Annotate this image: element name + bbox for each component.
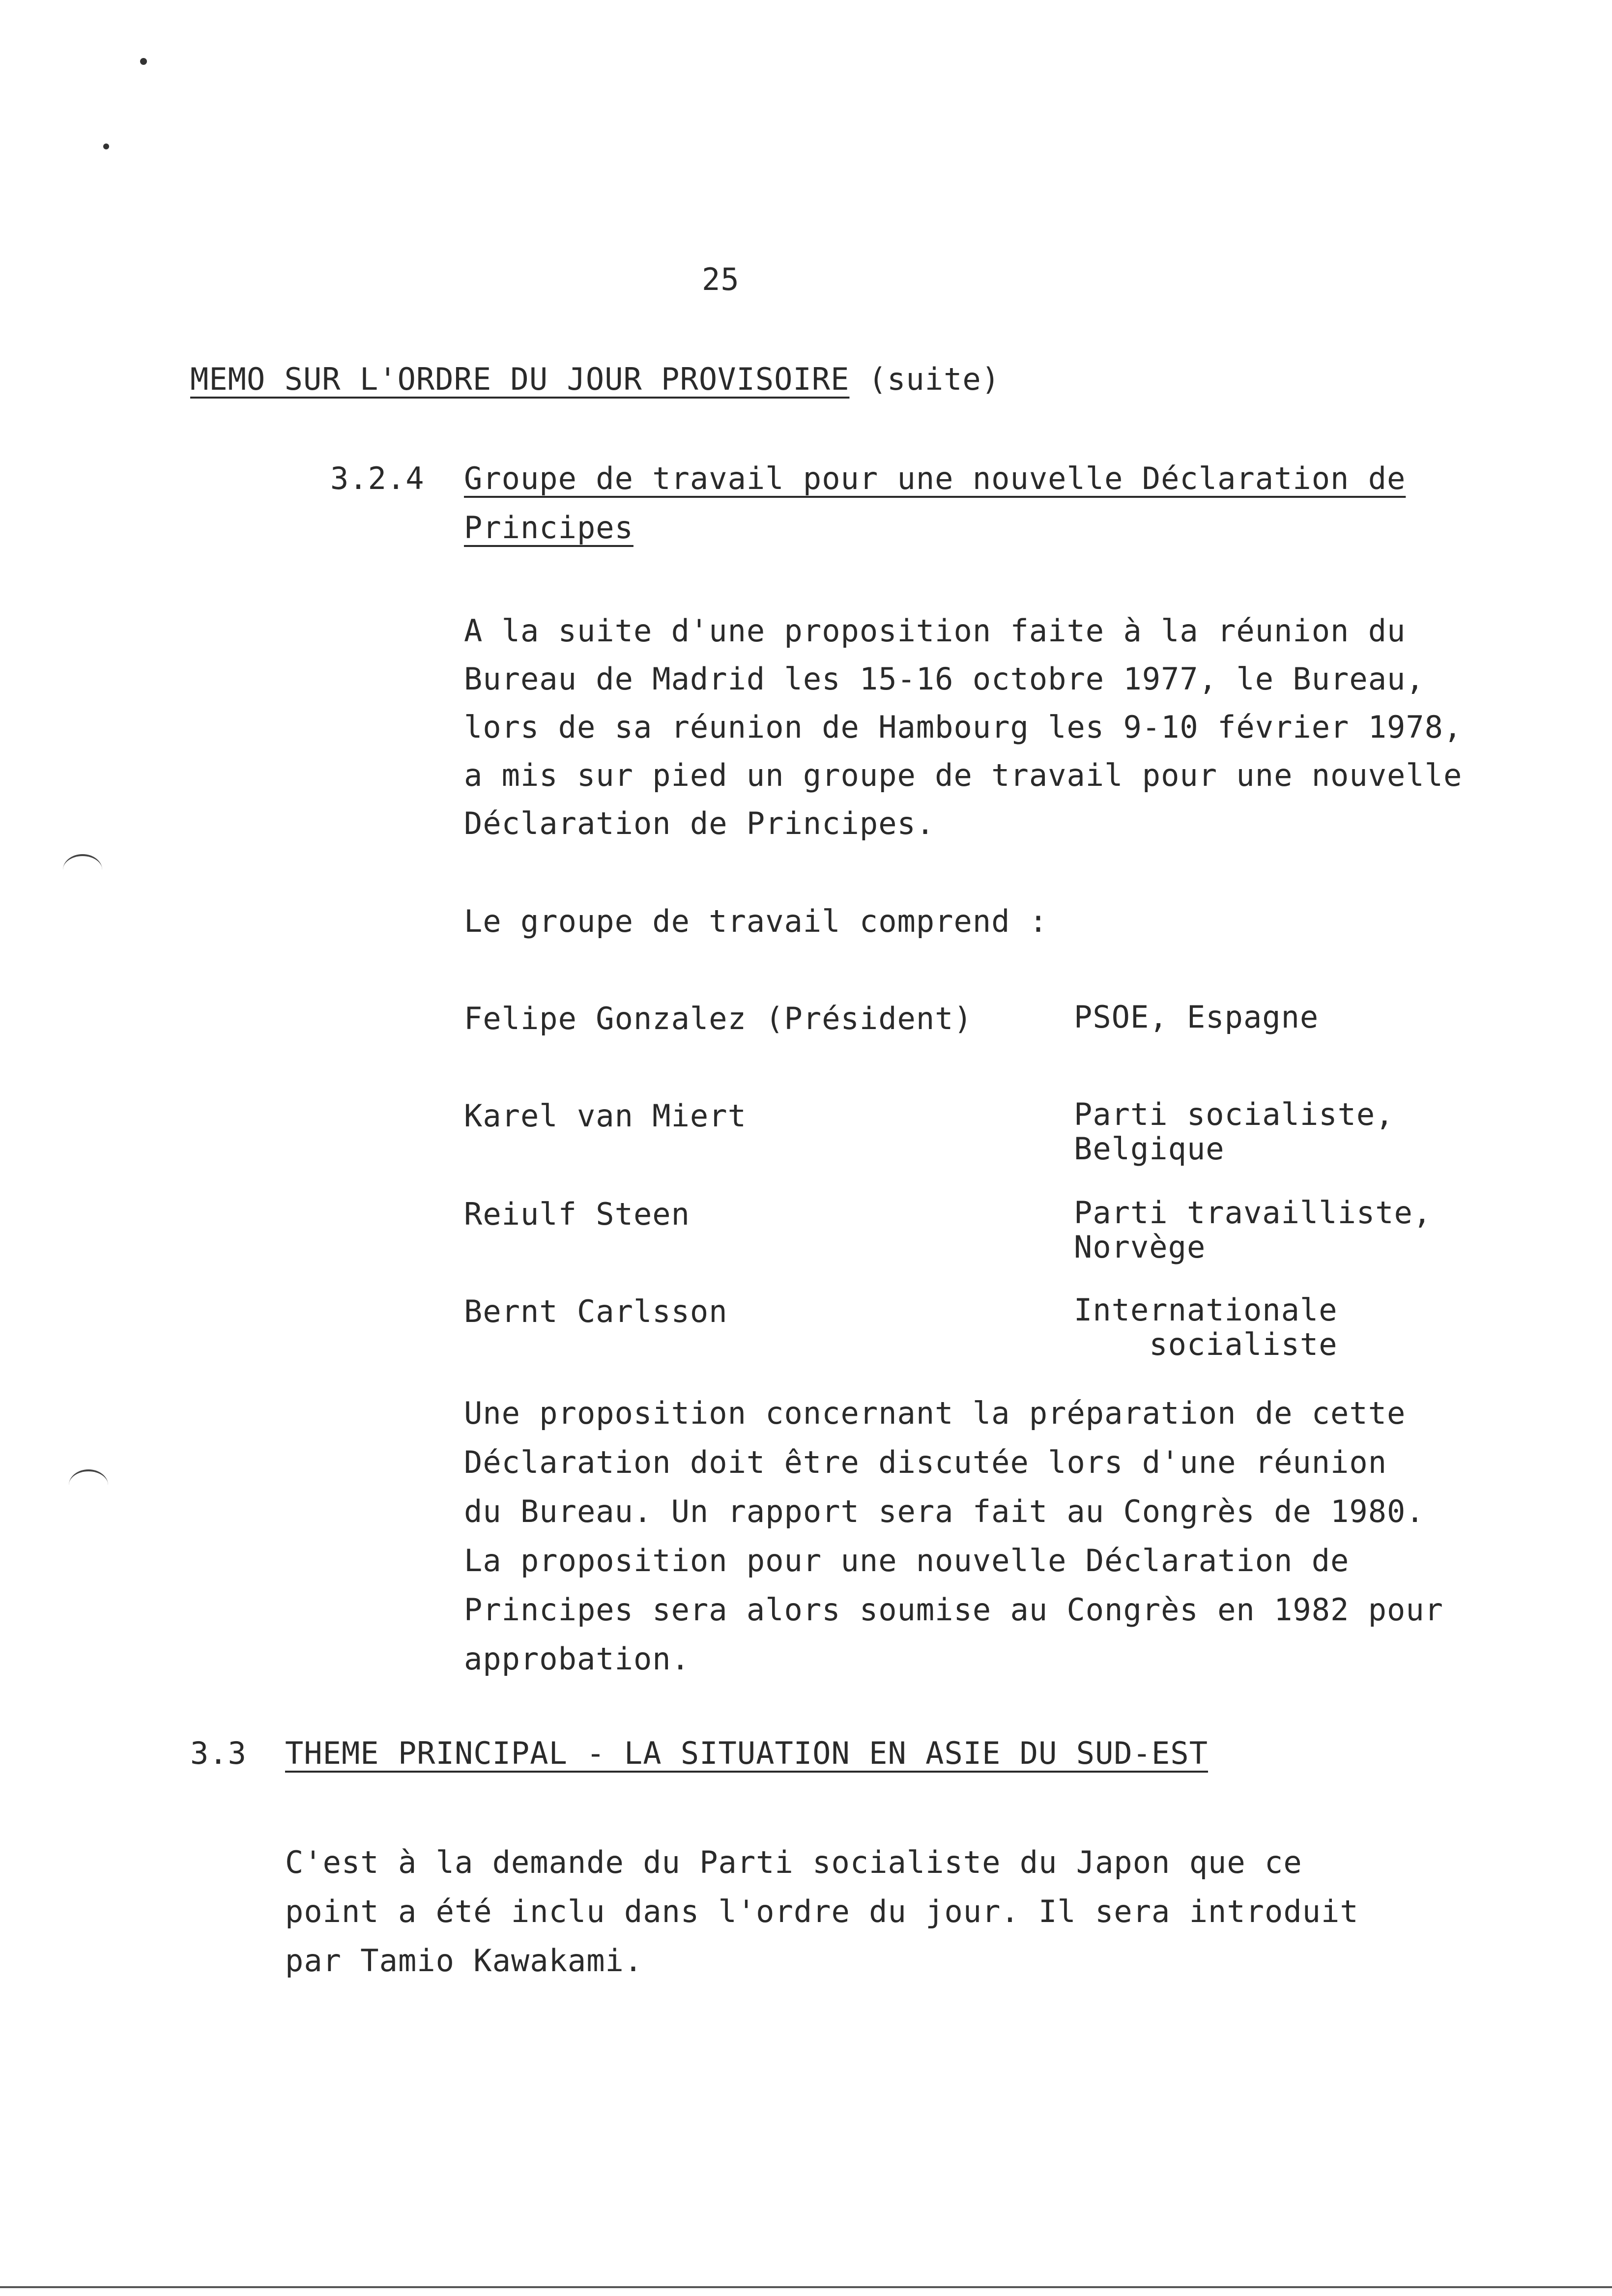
section-33-number: 3.3: [190, 1735, 247, 1771]
member-affiliation: Internationale socialiste: [1074, 1292, 1338, 1362]
member-name: Felipe Gonzalez (Président): [464, 1001, 973, 1036]
punch-hole-mark: [63, 854, 102, 886]
working-group-intro: Le groupe de travail comprend :: [464, 903, 1048, 939]
memo-header-title: MEMO SUR L'ORDRE DU JOUR PROVISOIRE: [190, 361, 850, 397]
section-324-title-line1: Groupe de travail pour une nouvelle Déclaration de: [464, 460, 1406, 496]
scan-speck: [140, 58, 147, 65]
section-324-number: 3.2.4: [330, 460, 425, 496]
section-324-paragraph2: Une proposition concernant la préparation de cette Déclaration doit être discutée lors d'une réunion du Bureau. Un rapport sera fait au Congrès de 1980. La proposition pour une nouvelle Déclaration de Principes sera alors soumise au Congrès en 1982 pour approbation.: [464, 1395, 1444, 1677]
scan-speck: [103, 144, 109, 149]
memo-header: [190, 361, 1001, 397]
page-number: 25: [702, 261, 740, 297]
section-324-title-line2: Principes: [464, 510, 633, 545]
member-name: Karel van Miert: [464, 1098, 747, 1134]
member-name: Reiulf Steen: [464, 1196, 690, 1232]
section-324-paragraph1: A la suite d'une proposition faite à la réunion du Bureau de Madrid les 15-16 octobre 1977, le Bureau, lors de sa réunion de Hambourg les 9-10 février 1978, a mis sur pied un groupe de travail pour une nouvelle Déclaration de Principes.: [464, 613, 1463, 841]
section-33-title: THEME PRINCIPAL - LA SITUATION EN ASIE DU SUD-EST: [285, 1735, 1209, 1771]
page-bottom-rule: [0, 2286, 1612, 2288]
member-affiliation: Parti travailliste, Norvège: [1074, 1195, 1432, 1265]
member-affiliation: Parti socialiste, Belgique: [1074, 1096, 1394, 1167]
memo-header-suffix: (suite): [868, 361, 1001, 397]
section-33-paragraph: C'est à la demande du Parti socialiste du Japon que ce point a été inclu dans l'ordre du jour. Il sera introduit par Tamio Kawakami.: [285, 1844, 1359, 1979]
punch-hole-mark: [69, 1469, 108, 1501]
member-affiliation: PSOE, Espagne: [1074, 999, 1319, 1035]
member-name: Bernt Carlsson: [464, 1293, 728, 1329]
